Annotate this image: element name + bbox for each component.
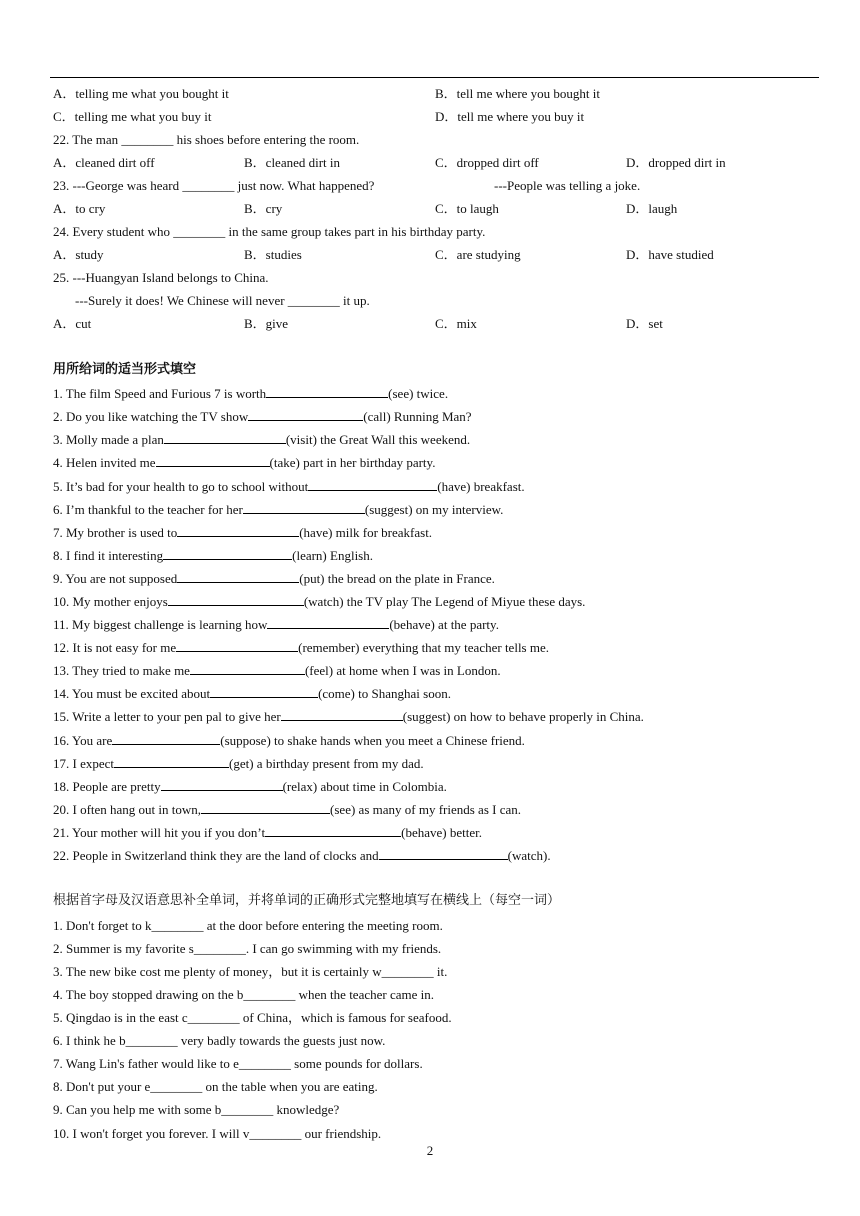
fill-item: 13. They tried to make me (feel) at home when I was in London. xyxy=(53,663,501,678)
q23-option-d: D．laugh xyxy=(626,201,678,216)
section-2-title: 用所给词的适当形式填空 xyxy=(53,362,197,377)
fill-item: 1. The film Speed and Furious 7 is worth (see) twice. xyxy=(53,386,449,401)
spelling-item: 1. Don't forget to k________ at the door before entering the meeting room. xyxy=(53,918,443,933)
fill-item: 22. People in Switzerland think they are the land of clocks and (watch). xyxy=(53,848,551,863)
fill-item: 16. You are (suppose) to shake hands when you meet a Chinese friend. xyxy=(53,733,525,748)
q24-option-b: B．studies xyxy=(244,247,302,262)
q22-option-b: B．cleaned dirt in xyxy=(244,155,341,170)
fill-item: 15. Write a letter to your pen pal to give her (suggest) on how to behave properly in China. xyxy=(53,709,644,724)
section-3-title: 根据首字母及汉语意思补全单词，并将单词的正确形式完整地填写在横线上（每空一词） xyxy=(53,893,561,908)
q23-option-c: C．to laugh xyxy=(435,201,499,216)
header-rule xyxy=(50,77,819,78)
q24-option-a: A．study xyxy=(53,247,104,262)
q25-option-b: B．give xyxy=(244,316,289,331)
spelling-item: 10. I won't forget you forever. I will v________ our friendship. xyxy=(53,1126,382,1141)
q22-stem: 22. The man ________ his shoes before entering the room. xyxy=(53,132,360,147)
spelling-item: 6. I think he b________ very badly towards the guests just now. xyxy=(53,1033,386,1048)
fill-item: 12. It is not easy for me (remember) everything that my teacher tells me. xyxy=(53,640,549,655)
fill-item: 18. People are pretty (relax) about time in Colombia. xyxy=(53,779,447,794)
fill-item: 2. Do you like watching the TV show (call) Running Man? xyxy=(53,409,472,424)
fill-item: 21. Your mother will hit you if you don’t (behave) better. xyxy=(53,825,482,840)
q21-option-b: B．tell me where you bought it xyxy=(435,86,601,101)
fill-item: 6. I’m thankful to the teacher for her (suggest) on my interview. xyxy=(53,502,504,517)
fill-item: 5. It’s bad for your health to go to school without (have) breakfast. xyxy=(53,479,525,494)
q22-option-d: D．dropped dirt in xyxy=(626,155,726,170)
q23-option-b: B．cry xyxy=(244,201,283,216)
fill-item: 10. My mother enjoys (watch) the TV play The Legend of Miyue these days. xyxy=(53,594,586,609)
q25-option-c: C．mix xyxy=(435,316,477,331)
spelling-item: 9. Can you help me with some b________ knowledge? xyxy=(53,1102,340,1117)
q23-stem: 23. ---George was heard ________ just now. What happened? xyxy=(53,178,375,193)
q25-option-a: A．cut xyxy=(53,316,92,331)
fill-item: 7. My brother is used to (have) milk for breakfast. xyxy=(53,525,433,540)
fill-item: 3. Molly made a plan (visit) the Great Wall this weekend. xyxy=(53,432,471,447)
q24-stem: 24. Every student who ________ in the same group takes part in his birthday party. xyxy=(53,224,486,239)
q22-option-a: A．cleaned dirt off xyxy=(53,155,155,170)
q25-stem: 25. ---Huangyan Island belongs to China. xyxy=(53,270,269,285)
spelling-item: 2. Summer is my favorite s________. I can go swimming with my friends. xyxy=(53,941,442,956)
spelling-item: 3. The new bike cost me plenty of money，but it is certainly w________ it. xyxy=(53,964,448,979)
fill-item: 20. I often hang out in town, (see) as many of my friends as I can. xyxy=(53,802,522,817)
fill-item: 9. You are not supposed (put) the bread on the plate in France. xyxy=(53,571,495,586)
q22-option-c: C．dropped dirt off xyxy=(435,155,539,170)
fill-item: 4. Helen invited me (take) part in her birthday party. xyxy=(53,455,436,470)
q23-response: ---People was telling a joke. xyxy=(494,178,641,193)
fill-item: 17. I expect (get) a birthday present from my dad. xyxy=(53,756,424,771)
q23-option-a: A．to cry xyxy=(53,201,106,216)
q21-option-a: A．telling me what you bought it xyxy=(53,86,229,101)
spelling-item: 4. The boy stopped drawing on the b________ when the teacher came in. xyxy=(53,987,434,1002)
fill-item: 8. I find it interesting (learn) English. xyxy=(53,548,373,563)
spelling-item: 5. Qingdao is in the east c________ of China，which is famous for seafood. xyxy=(53,1010,452,1025)
page-number: 2 xyxy=(426,1143,434,1158)
spelling-item: 8. Don't put your e________ on the table when you are eating. xyxy=(53,1079,378,1094)
q25-option-d: D．set xyxy=(626,316,663,331)
fill-item: 14. You must be excited about (come) to Shanghai soon. xyxy=(53,686,451,701)
q25-response: ---Surely it does! We Chinese will never ________ it up. xyxy=(75,293,370,308)
q24-option-c: C．are studying xyxy=(435,247,521,262)
q21-option-d: D．tell me where you buy it xyxy=(435,109,585,124)
q24-option-d: D．have studied xyxy=(626,247,714,262)
spelling-item: 7. Wang Lin's father would like to e________ some pounds for dollars. xyxy=(53,1056,423,1071)
q21-option-c: C．telling me what you buy it xyxy=(53,109,212,124)
fill-item: 11. My biggest challenge is learning how (behave) at the party. xyxy=(53,617,499,632)
